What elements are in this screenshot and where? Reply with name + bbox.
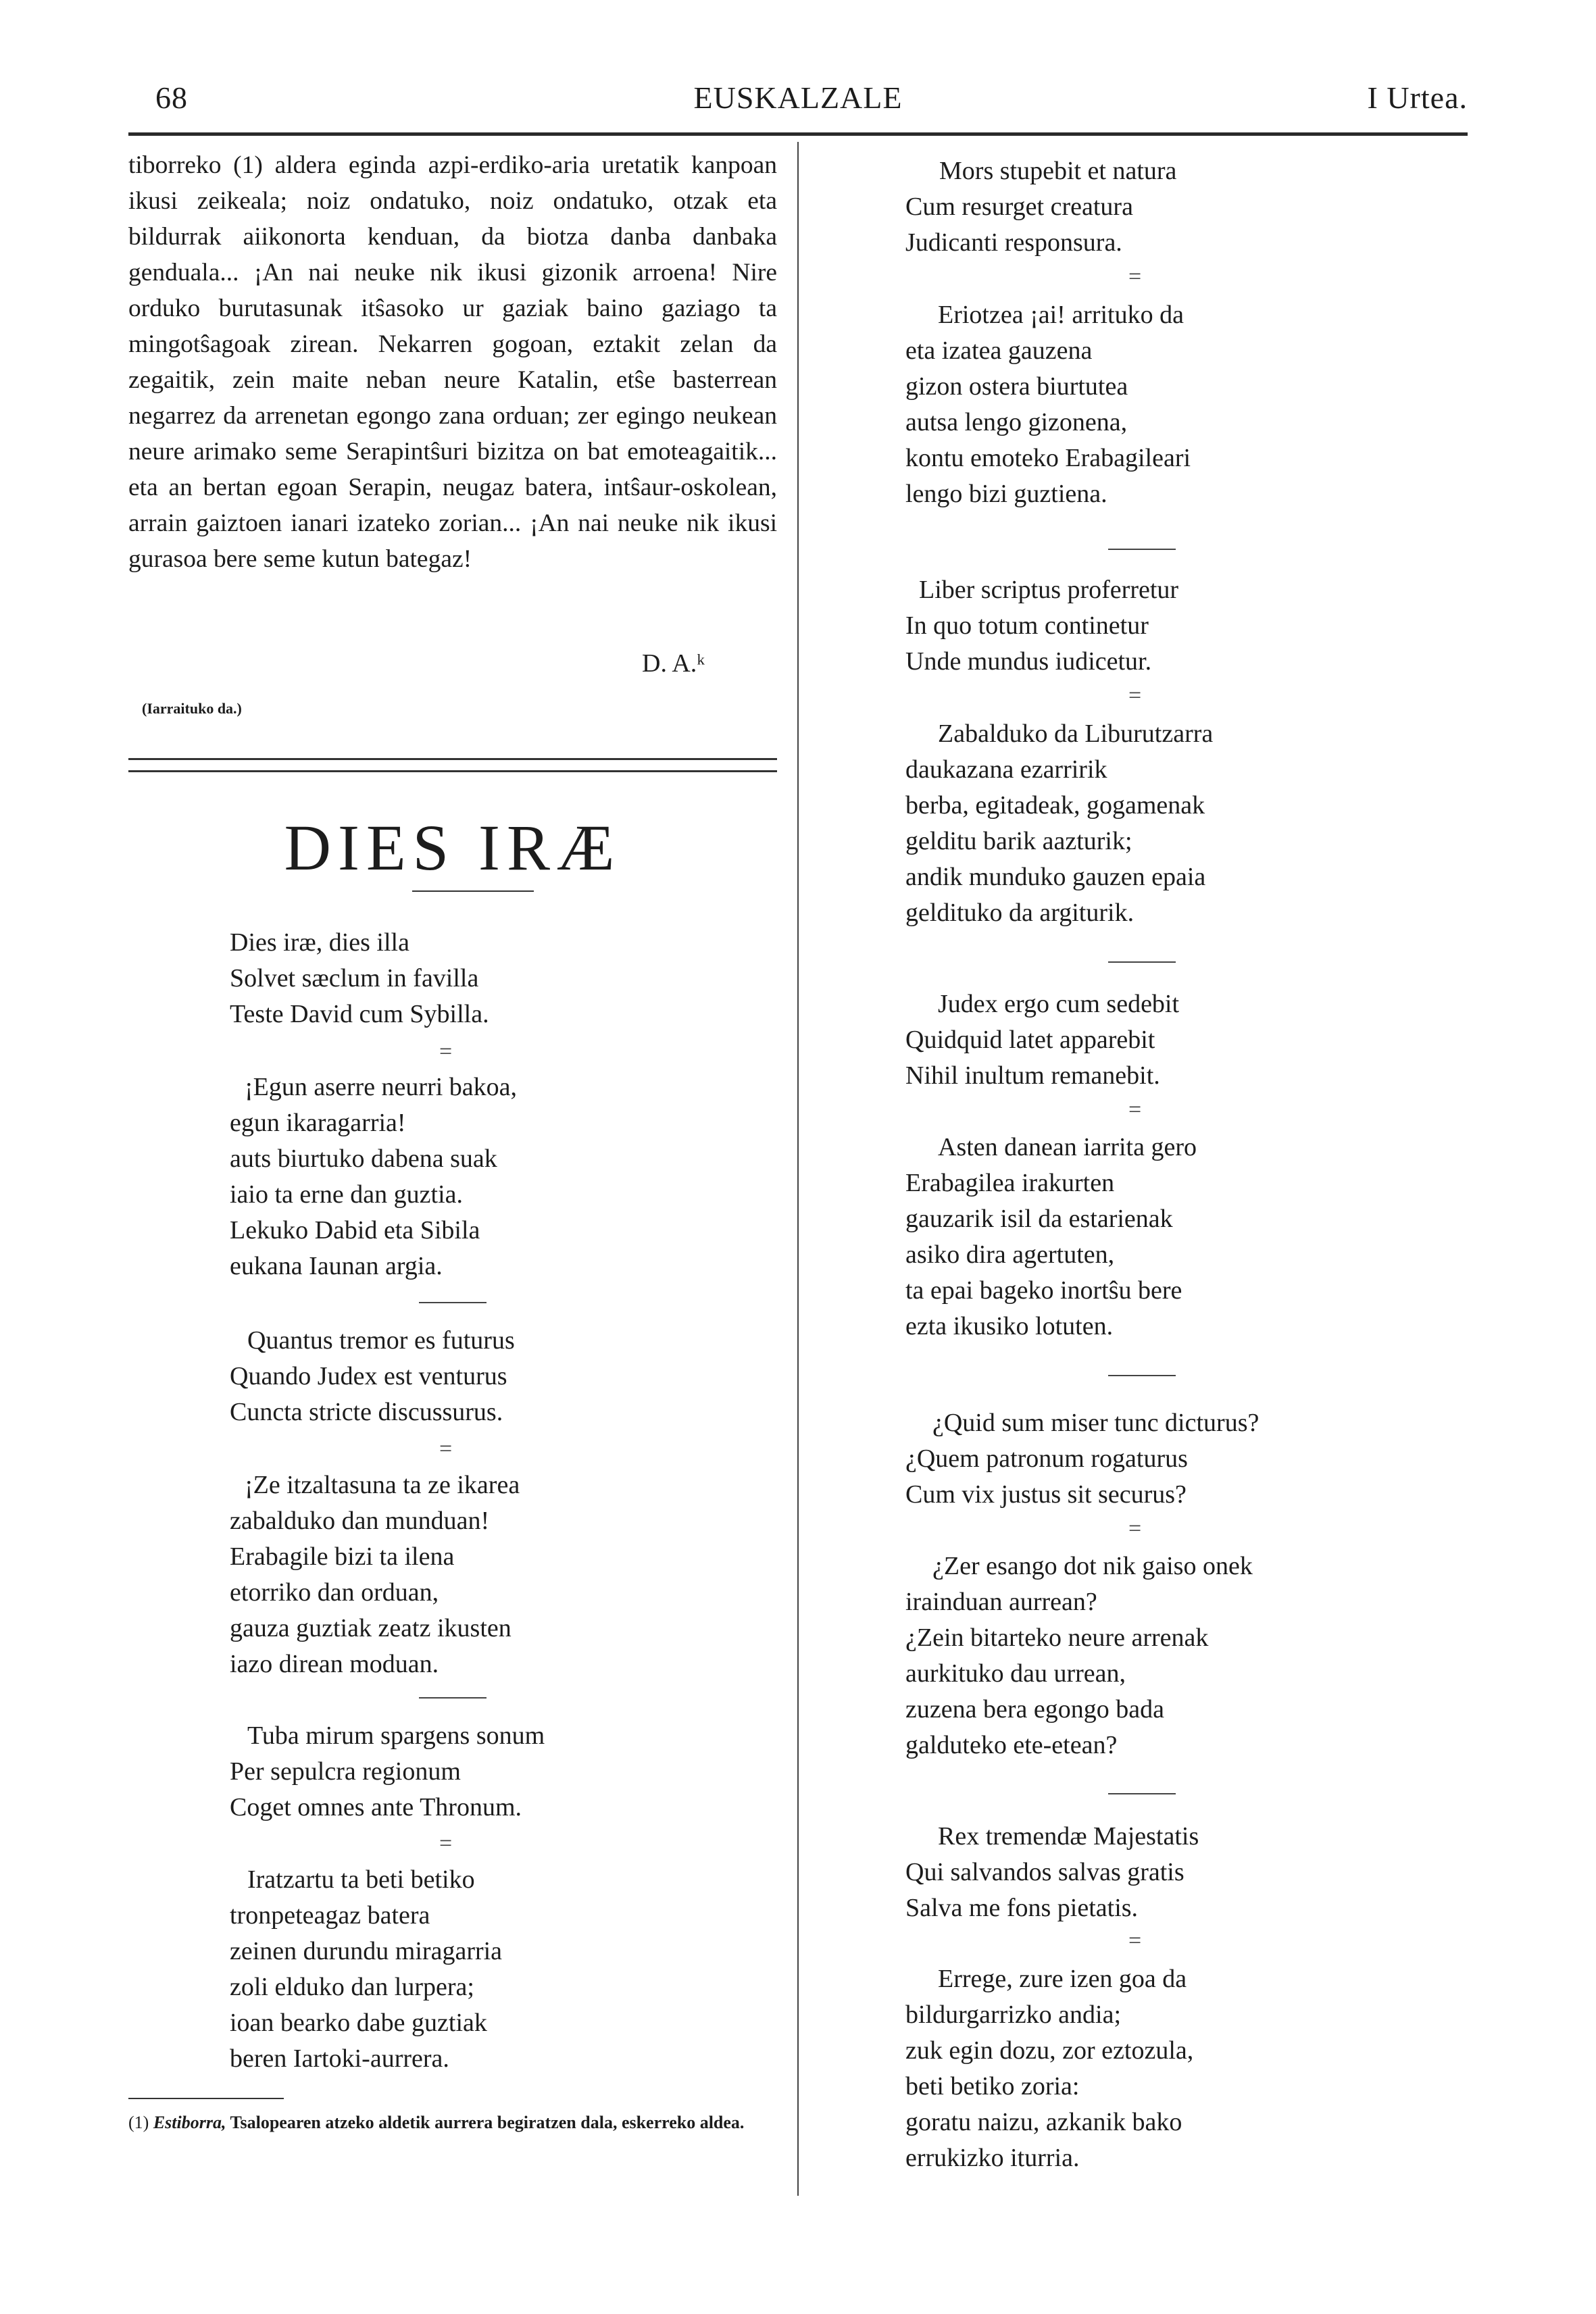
verse-line: iaio ta erne dan guztia. — [230, 1180, 464, 1209]
verse-line: ¿Zein bitarteko neure arrenak — [905, 1624, 1209, 1652]
verse-line: zeinen durundu miragarria — [230, 1937, 503, 1965]
verse-line: Rex tremendæ Majestatis — [938, 1822, 1199, 1851]
verse-line: goratu naizu, azkanik bako — [905, 2108, 1182, 2136]
poem-title: DIES IRÆ — [284, 811, 622, 884]
right-stanza-8 — [905, 1549, 1253, 1763]
verse-line: eta izatea gauzena — [905, 336, 1093, 365]
left-column-prose — [128, 147, 777, 717]
left-stanza-2 — [230, 1070, 517, 1284]
stanza-separator: = — [1128, 1097, 1142, 1122]
verse-line: Dies iræ, dies illa — [230, 928, 409, 957]
verse-line: Quidquid latet apparebit — [905, 1026, 1155, 1054]
prose-paragraph: tiborreko (1) aldera eginda azpi-erdiko-aria uretatik kanpoan ikusi zeikeala; noiz ondatuko, noiz ondatuko, otzak eta bildurrak aiikonorta kenduan, da biotza danba danbaka genduala... ¡An nai neuke nik ikusi gizonik arroena! Nire orduko burutasunak itŝasoko ur gaziak baino gaziago ta mingotŝagoak zirean. Nekarren gogoan, eztakit zelan da zegaitik, zein maite neban neure Katalin, etŝe basterrean negarrez da arrenetan egongo zana orduan; zer egingo neukean neure arimako seme Serapintŝuri bizitza on bat emoteagaitik... eta an bertan egoan Serapin, neugaz batera, intŝaur-oskolean, arrain gaiztoen ianari izateko zorian... ¡An nai neuke nik ikusi gurasoa bere seme kutun bategaz! — [128, 151, 777, 573]
verse-line: Cum vix justus sit securus? — [905, 1480, 1187, 1509]
verse-line: Coget omnes ante Thronum. — [230, 1793, 522, 1821]
verse-line: Quantus tremor es futurus — [247, 1326, 515, 1355]
left-stanza-5 — [230, 1718, 545, 1826]
verse-line: Unde mundus iudicetur. — [905, 647, 1152, 676]
stanza-separator: = — [439, 1039, 453, 1064]
verse-line: errukizko iturria. — [905, 2144, 1080, 2172]
footnote — [128, 2109, 777, 2136]
verse-line: geldituko da argiturik. — [905, 899, 1134, 927]
verse-line: Erabagilea irakurten — [905, 1169, 1115, 1197]
verse-line: Per sepulcra regionum — [230, 1757, 461, 1786]
verse-line: aurkituko dau urrean, — [905, 1659, 1126, 1688]
verse-line: In quo totum continetur — [905, 611, 1149, 640]
verse-line: zuk egin dozu, zor eztozula, — [905, 2036, 1194, 2065]
verse-line: Cum resurget creatura — [905, 193, 1133, 221]
right-stanza-4 — [905, 716, 1213, 931]
verse-line: Judex ergo cum sedebit — [938, 990, 1180, 1018]
page-header — [128, 80, 1468, 134]
verse-line: Judicanti responsura. — [905, 228, 1122, 257]
verse-line: Iratzartu ta beti betiko — [247, 1865, 475, 1894]
right-stanza-9 — [905, 1819, 1199, 1926]
stanza-separator: = — [1128, 264, 1142, 289]
verse-line: ¿Zer esango dot nik gaiso onek — [932, 1552, 1253, 1580]
verse-line: gauzarik isil da estarienak — [905, 1205, 1173, 1233]
verse-line: Qui salvandos salvas gratis — [905, 1858, 1184, 1886]
section-rule-bottom — [128, 770, 777, 772]
title-underline — [412, 890, 534, 892]
stanza-separator: = — [439, 1831, 453, 1856]
verse-line: autsa lengo gizonena, — [905, 408, 1128, 436]
journal-title: EUSKALZALE — [693, 80, 903, 115]
verse-line: Eriotzea ¡ai! arrituko da — [938, 301, 1184, 329]
verse-line: Tuba mirum spargens sonum — [247, 1721, 545, 1750]
verse-line: Asten danean iarrita gero — [938, 1133, 1197, 1161]
verse-line: Teste David cum Sybilla. — [230, 1000, 489, 1028]
footnote-term: Estiborra, — [153, 2113, 226, 2132]
verse-line: irainduan aurrean? — [905, 1588, 1097, 1616]
verse-line: Lekuko Dabid eta Sibila — [230, 1216, 480, 1244]
verse-line: Nihil inultum remanebit. — [905, 1061, 1160, 1090]
column-divider — [797, 142, 799, 2196]
prose-block — [128, 147, 777, 577]
verse-line: kontu emoteko Erabagileari — [905, 444, 1191, 472]
verse-line: galduteko ete-etean? — [905, 1731, 1118, 1759]
right-stanza-2 — [905, 297, 1191, 512]
stanza-separator: = — [439, 1436, 453, 1461]
author-signature: D. A.ᵏ — [642, 649, 705, 678]
verse-line: ¡Egun aserre neurri bakoa, — [245, 1073, 518, 1101]
verse-line: gelditu barik aazturik; — [905, 827, 1132, 855]
stanza-rule — [1108, 549, 1176, 550]
verse-line: gauza guztiak zeatz ikusten — [230, 1614, 512, 1642]
verse-line: Cuncta stricte discussurus. — [230, 1398, 503, 1426]
verse-line: Erabagile bizi ta ilena — [230, 1542, 455, 1571]
verse-line: beren Iartoki-aurrera. — [230, 2044, 449, 2073]
verse-line: lengo bizi guztiena. — [905, 480, 1107, 508]
verse-line: Solvet sæclum in favilla — [230, 964, 479, 992]
footnote-text: Tsalopearen atzeko aldetik aurrera begiratzen dala, eskerreko aldea. — [230, 2113, 745, 2132]
verse-line: zabalduko dan munduan! — [230, 1507, 490, 1535]
right-stanza-3 — [905, 572, 1178, 680]
continued-note: (Iarraituko da.) — [142, 700, 242, 717]
section-rule-top — [128, 758, 777, 760]
stanza-rule — [1108, 1375, 1176, 1376]
verse-line: bildurgarrizko andia; — [905, 2001, 1122, 2029]
right-stanza-6 — [905, 1130, 1197, 1344]
verse-line: andik munduko gauzen epaia — [905, 863, 1206, 891]
verse-line: zoli elduko dan lurpera; — [230, 1973, 474, 2001]
verse-line: Quando Judex est venturus — [230, 1362, 507, 1390]
verse-line: ¿Quem patronum rogaturus — [905, 1444, 1188, 1473]
footnote-rule — [128, 2098, 284, 2099]
stanza-rule — [1108, 961, 1176, 963]
left-stanza-3 — [230, 1323, 515, 1430]
verse-line: daukazana ezarririk — [905, 755, 1107, 784]
verse-line: etorriko dan orduan, — [230, 1578, 439, 1607]
stanza-separator: = — [1128, 1928, 1142, 1953]
verse-line: ezta ikusiko lotuten. — [905, 1312, 1114, 1340]
verse-line: Mors stupebit et natura — [939, 157, 1177, 185]
left-stanza-6 — [230, 1862, 502, 2077]
right-stanza-1 — [905, 153, 1176, 261]
verse-line: beti betiko zoria: — [905, 2072, 1080, 2101]
left-stanza-1 — [230, 925, 489, 1032]
header-rule — [128, 132, 1468, 136]
verse-line: auts biurtuko dabena suak — [230, 1145, 497, 1173]
verse-line: Salva me fons pietatis. — [905, 1894, 1139, 1922]
left-stanza-4 — [230, 1467, 520, 1682]
verse-line: ¡Ze itzaltasuna ta ze ikarea — [245, 1471, 520, 1499]
verse-line: iazo direan moduan. — [230, 1650, 439, 1678]
verse-line: Errege, zure izen goa da — [938, 1965, 1187, 1993]
stanza-separator: = — [1128, 1516, 1142, 1541]
page-number: 68 — [155, 80, 188, 115]
verse-line: zuzena bera egongo bada — [905, 1695, 1164, 1724]
verse-line: asiko dira agertuten, — [905, 1240, 1115, 1269]
verse-line: ta epai bageko inortŝu bere — [905, 1276, 1182, 1305]
verse-line: ioan bearko dabe guztiak — [230, 2009, 487, 2037]
verse-line: egun ikaragarria! — [230, 1109, 406, 1137]
stanza-rule — [1108, 1793, 1176, 1794]
footnote-marker: (1) — [128, 2113, 149, 2132]
right-stanza-7 — [905, 1405, 1259, 1513]
verse-line: berba, egitadeak, gogamenak — [905, 791, 1205, 820]
volume-year: I Urtea. — [1367, 80, 1468, 115]
verse-line: tronpeteagaz batera — [230, 1901, 430, 1930]
verse-line: eukana Iaunan argia. — [230, 1252, 443, 1280]
verse-line: ¿Quid sum miser tunc dicturus? — [932, 1409, 1260, 1437]
right-stanza-5 — [905, 986, 1179, 1094]
stanza-rule — [419, 1302, 487, 1303]
stanza-rule — [419, 1697, 487, 1699]
verse-line: gizon ostera biurtutea — [905, 372, 1128, 401]
verse-line: Liber scriptus proferretur — [919, 576, 1179, 604]
right-stanza-10 — [905, 1961, 1193, 2176]
verse-line: Zabalduko da Liburutzarra — [938, 720, 1214, 748]
stanza-separator: = — [1128, 683, 1142, 708]
